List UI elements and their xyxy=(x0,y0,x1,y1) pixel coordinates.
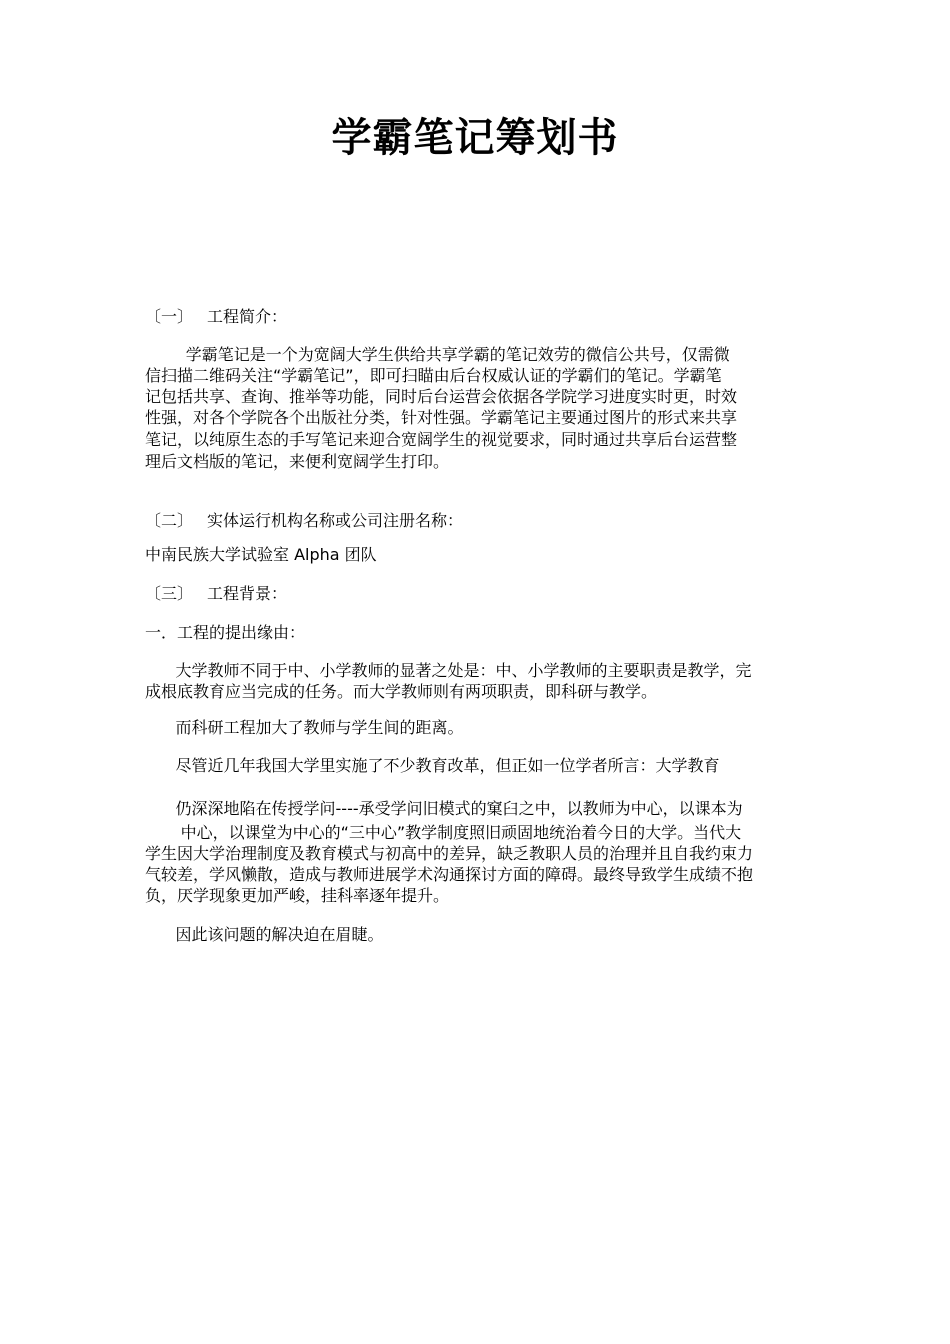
section3-para4-line: 负，厌学现象更加严峻，挂科率逐年提升。 xyxy=(145,886,450,905)
document-title: 学霸笔记筹划书 xyxy=(331,115,619,161)
section2-body: 中南民族大学试验室 Alpha 团队 xyxy=(145,545,377,564)
section3-para2: 而科研工程加大了教师与学生间的距离。 xyxy=(145,718,464,737)
section3-para1-line: 大学教师不同于中、小学教师的显著之处是：中、小学教师的主要职责是教学，完 xyxy=(145,661,752,680)
section3-label: 〔三〕 xyxy=(145,584,194,603)
section2-heading-text: 实体运行机构名称或公司注册名称： xyxy=(207,511,464,530)
section3-para5: 因此该问题的解决迫在眉睫。 xyxy=(145,925,384,944)
section3-para4-line: 中心，以课堂为中心的“三中心”教学制度照旧顽固地统治着今日的大学。当代大 xyxy=(145,823,742,842)
section1-line: 理后文档版的笔记，来便利宽阔学生打印。 xyxy=(145,452,450,471)
section3-para3: 尽管近几年我国大学里实施了不少教育改革，但正如一位学者所言：大学教育 xyxy=(145,756,720,775)
section1-line: 笔记，以纯原生态的手写笔记来迎合宽阔学生的视觉要求，同时通过共享后台运营整 xyxy=(145,430,738,449)
section3-para4-line: 学生因大学治理制度及教育模式与初高中的差异，缺乏教职人员的治理并且自我约束力 xyxy=(145,844,754,863)
section2-heading xyxy=(145,511,463,531)
section1-label: 〔一〕 xyxy=(145,307,194,326)
section3-para4-line: 气较差，学风懒散，造成与教师进展学术沟通探讨方面的障碍。最终导致学生成绩不抱 xyxy=(145,865,754,884)
section1-heading-text: 工程简介： xyxy=(207,307,288,326)
section3-heading xyxy=(145,584,287,604)
section1-line: 性强，对各个学院各个出版社分类，针对性强。学霸笔记主要通过图片的形式来共享 xyxy=(145,408,738,427)
section1-line: 学霸笔记是一个为宽阔大学生供给共享学霸的笔记效劳的微信公共号，仅需微 xyxy=(145,345,730,364)
section1-heading xyxy=(145,307,287,327)
section3-subheading: 一．工程的提出缘由： xyxy=(145,623,306,642)
section3-heading-text: 工程背景： xyxy=(207,584,288,603)
section2-label: 〔二〕 xyxy=(145,511,194,530)
section1-line: 记包括共享、查询、推举等功能，同时后台运营会依据各学院学习进度实时更，时效 xyxy=(145,387,738,406)
section1-line: 信扫描二维码关注“学霸笔记”，即可扫瞄由后台权威认证的学霸们的笔记。学霸笔 xyxy=(145,366,722,385)
section3-para1-line: 成根底教育应当完成的任务。而大学教师则有两项职责，即科研与教学。 xyxy=(145,682,658,701)
section3-para4-line: 仍深深地陷在传授学问----承受学问旧模式的窠臼之中，以教师为中心，以课本为 xyxy=(145,799,743,818)
